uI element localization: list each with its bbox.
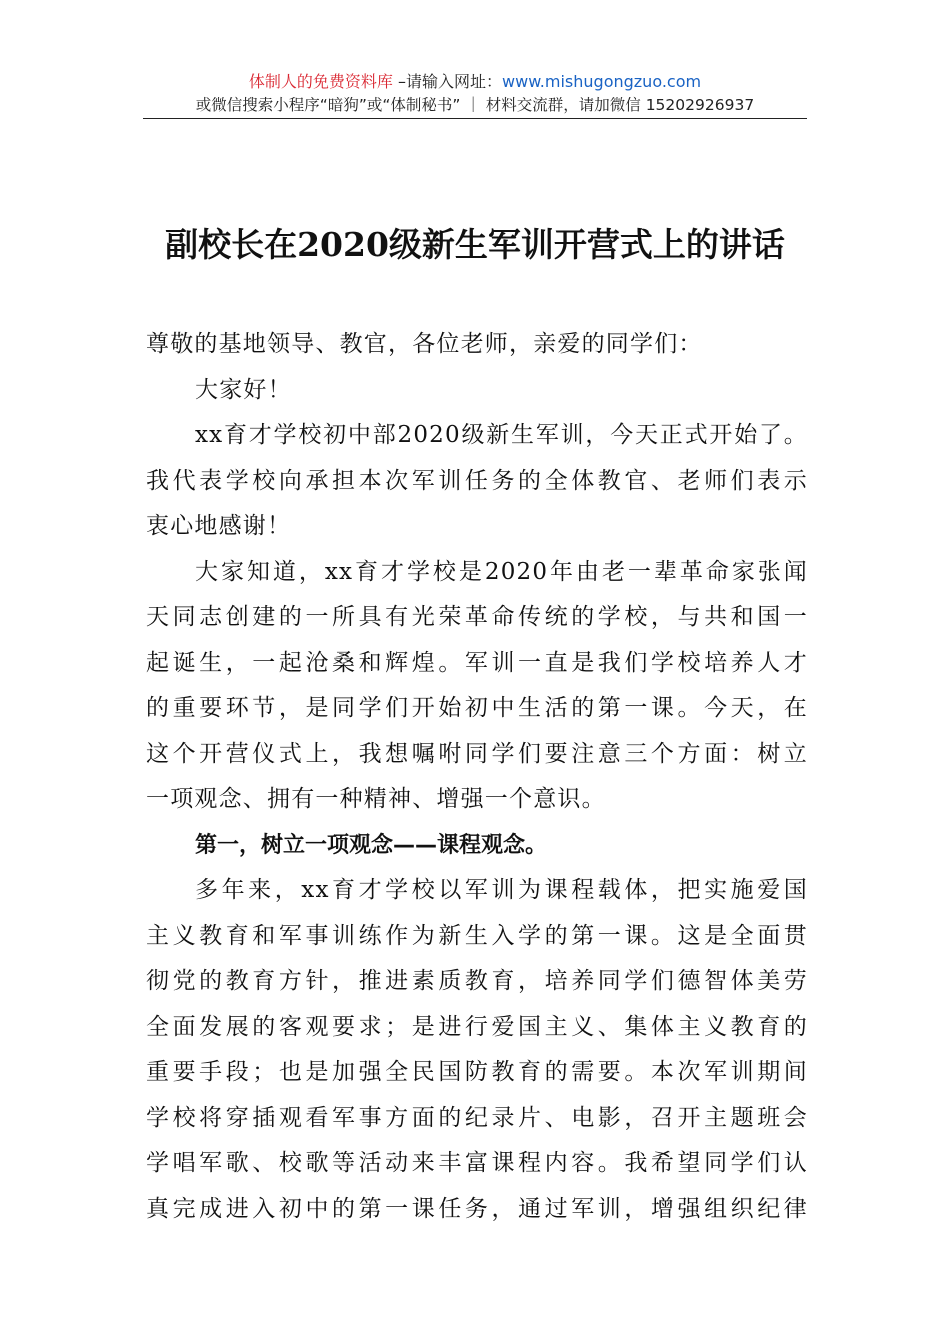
- body-line: 天同志创建的一所具有光荣革命传统的学校，与共和国一: [146, 604, 808, 630]
- body-line: 学唱军歌、校歌等活动来丰富课程内容。我希望同学们认: [146, 1150, 808, 1176]
- body-line: 衷心地感谢！: [146, 513, 292, 539]
- body-line: 我代表学校向承担本次军训任务的全体教官、老师们表示: [146, 467, 808, 494]
- document-body: [146, 322, 808, 1232]
- body-line: 大家知道，xx育才学校是2020年由老一辈革命家张闻: [195, 558, 808, 585]
- site-name: 体制人的免费资料库: [248, 72, 393, 91]
- salutation-line: 尊敬的基地领导、教官，各位老师，亲爱的同学们：: [146, 331, 703, 357]
- body-line: 多年来，xx育才学校以军训为课程载体，把实施爱国: [195, 877, 808, 903]
- body-line: 彻党的教育方针，推进素质教育，培养同学们德智体美劳: [146, 968, 808, 994]
- document-title: 副校长在2020级新生军训开营式上的讲话: [165, 225, 785, 264]
- body-line: 主义教育和军事训练作为新生入学的第一课。这是全面贯: [146, 922, 808, 949]
- body-line: 起诞生，一起沧桑和辉煌。军训一直是我们学校培养人才: [146, 649, 808, 676]
- body-line: 学校将穿插观看军事方面的纪录片、电影，召开主题班会: [146, 1104, 808, 1131]
- body-line: 一项观念、拥有一种精神、增强一个意识。: [146, 786, 606, 812]
- body-line: 这个开营仪式上，我想嘱咐同学们要注意三个方面：树立: [146, 740, 808, 767]
- greeting-line: 大家好！: [195, 376, 292, 403]
- body-line: 的重要环节，是同学们开始初中生活的第一课。今天，在: [146, 695, 808, 721]
- page-header: [143, 70, 807, 119]
- body-line: xx育才学校初中部2020级新生军训，今天正式开始了。: [195, 422, 808, 448]
- site-url-link[interactable]: www.mishugongzuo.com: [502, 72, 702, 91]
- header-contact-line: 或微信搜索小程序“暗狗”或“体制秘书” ｜ 材料交流群，请加微信 15202926937: [143, 94, 807, 119]
- body-line: 重要手段；也是加强全民国防教育的需要。本次军训期间: [146, 1059, 808, 1085]
- url-prompt: –请输入网址：: [392, 72, 503, 91]
- body-line: 全面发展的客观要求；是进行爱国主义、集体主义教育的: [146, 1013, 808, 1040]
- body-line: 真完成进入初中的第一课任务，通过军训，增强组织纪律: [146, 1195, 808, 1222]
- header-banner: [143, 70, 807, 94]
- section-heading: 第一，树立一项观念——课程观念。: [195, 832, 548, 858]
